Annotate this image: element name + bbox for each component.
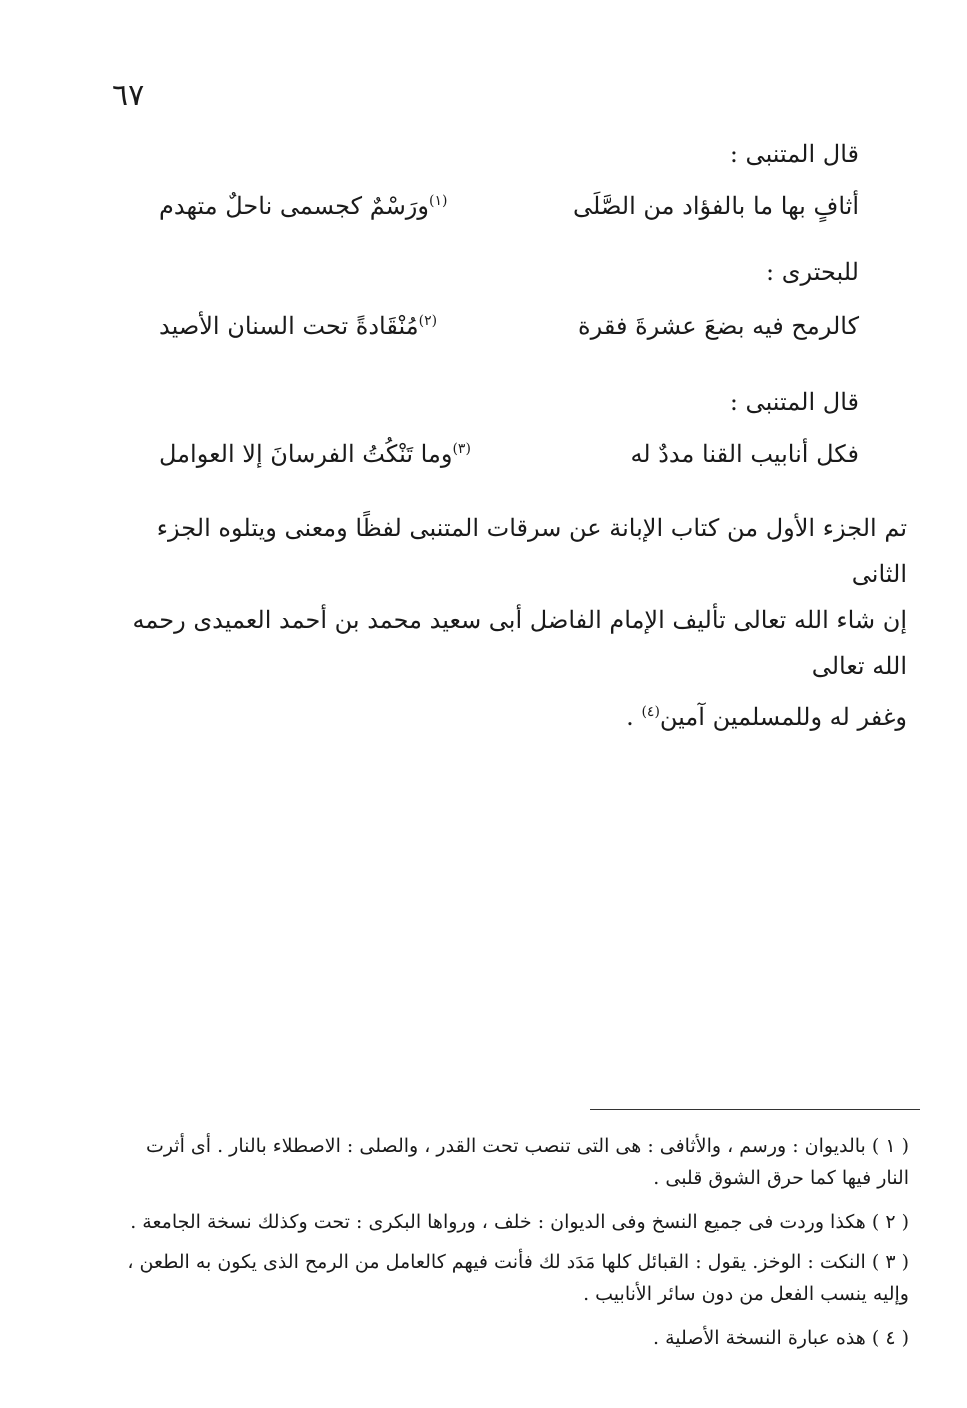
footnote-text: بالديوان : ورسم ، والأثافى : هى التى تنصب تحت القدر ، والصلى : الاصطلاء بالنار . أى أثرت النار فيها كما حرق الشوق قلبى . bbox=[145, 1135, 909, 1189]
colophon-line-last bbox=[107, 689, 907, 740]
verse-line bbox=[159, 312, 859, 356]
verse-first-hemistich: فكل أنابيب القنا مددٌ له bbox=[630, 440, 859, 468]
footnote-number: ( ٤ ) bbox=[871, 1327, 909, 1349]
page-number: ٦٧ bbox=[112, 78, 145, 113]
footnote-separator bbox=[590, 1109, 920, 1110]
verse-second-hemistich: ورَسْمٌ كجسمى ناحلٌ متهدم bbox=[159, 192, 429, 220]
poet-label: قال المتنبى : bbox=[729, 140, 859, 168]
colophon-text: وغفر له وللمسلمين آمين bbox=[659, 703, 907, 731]
colophon bbox=[107, 505, 907, 740]
verse-second-hemistich-group bbox=[159, 440, 471, 468]
footnote-marker: (١) bbox=[428, 193, 448, 209]
verse-first-hemistich: أثافٍ بها ما بالفؤاد من الصَّلَى bbox=[573, 192, 859, 220]
footnote-number: ( ١ ) bbox=[871, 1135, 909, 1157]
verse-second-hemistich: مُنْقَادةً تحت السنان الأصيد bbox=[159, 312, 419, 340]
footnote bbox=[119, 1130, 909, 1194]
footnote-text: هكذا وردت فى جميع النسخ وفى الديوان : خلف ، ورواها البكرى : تحت وكذلك نسخة الجامعة . bbox=[130, 1211, 866, 1233]
footnote-text: هذه عبارة النسخة الأصلية . bbox=[653, 1327, 866, 1349]
verse-line bbox=[159, 192, 859, 236]
footnote-number: ( ٢ ) bbox=[871, 1211, 909, 1233]
colophon-line: إن شاء الله تعالى تأليف الإمام الفاضل أبى سعيد محمد بن أحمد العميدى رحمه الله تعالى bbox=[132, 606, 907, 680]
verse-second-hemistich: وما تَنْكُتُ الفرسانَ إلا العوامل bbox=[159, 440, 453, 468]
verse-second-hemistich-group bbox=[159, 312, 437, 340]
verse-second-hemistich-group bbox=[159, 192, 447, 220]
footnote bbox=[119, 1322, 909, 1354]
poet-label: للبحترى : bbox=[766, 258, 859, 286]
footnote-marker: (٢) bbox=[418, 313, 438, 329]
footnote-marker: (٤) bbox=[641, 704, 660, 720]
footnote-text: النكت : الوخز. يقول : القبائل كلها مَدَد لك فأنت فيهم كالعامل من الرمح الذى يكون به الطعن ، وإليه ينسب الفعل من دون سائر الأنابيب . bbox=[127, 1251, 909, 1305]
colophon-end: . bbox=[626, 703, 634, 731]
verse-first-hemistich: كالرمح فيه بضعَ عشرةَ فقرة bbox=[578, 312, 859, 340]
poet-label: قال المتنبى : bbox=[729, 388, 859, 416]
footnote-number: ( ٣ ) bbox=[871, 1251, 909, 1273]
footnote-marker: (٣) bbox=[452, 441, 471, 457]
colophon-line: تم الجزء الأول من كتاب الإبانة عن سرقات المتنبى لفظًا ومعنى ويتلوه الجزء الثانى bbox=[156, 514, 907, 588]
verse-line bbox=[159, 440, 859, 484]
footnote bbox=[119, 1206, 909, 1238]
footnote bbox=[119, 1246, 909, 1310]
